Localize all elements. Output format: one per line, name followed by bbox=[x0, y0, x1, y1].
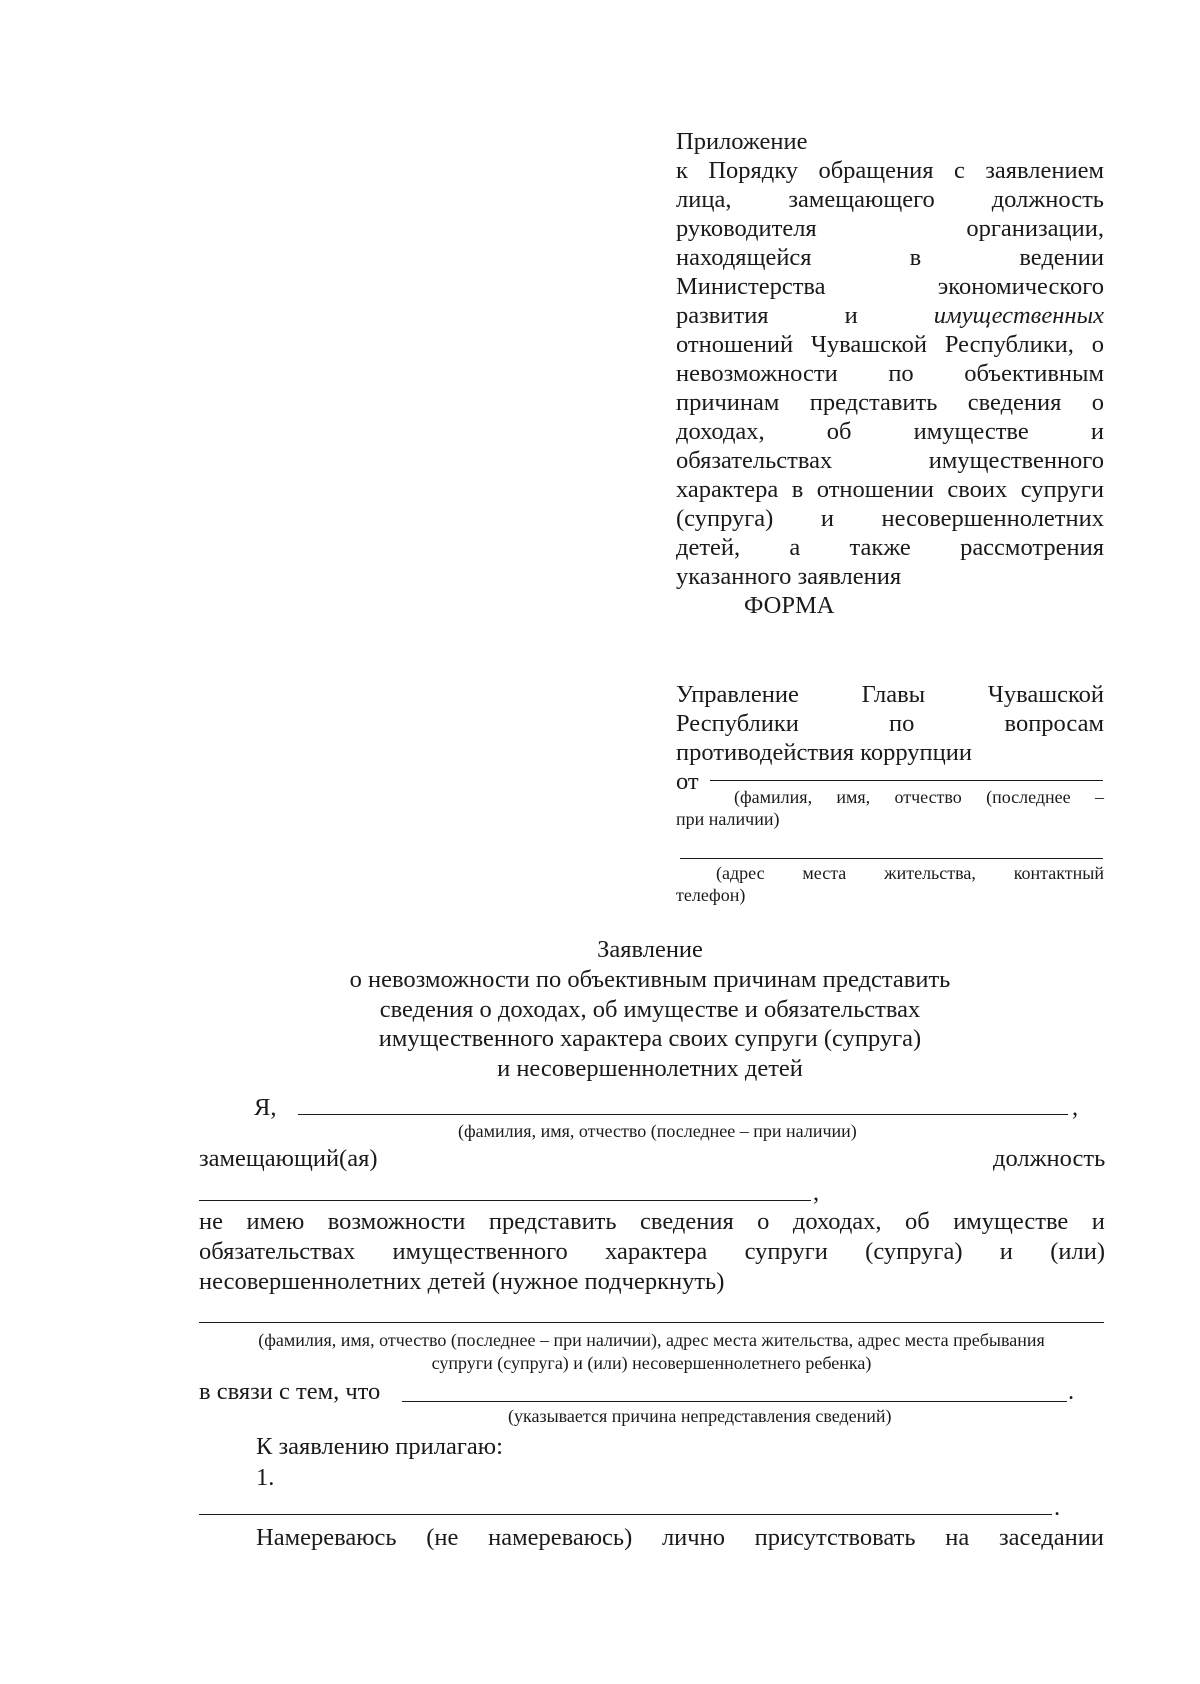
word: возможности bbox=[327, 1208, 466, 1235]
word: характера bbox=[605, 1238, 708, 1265]
word: развития bbox=[676, 302, 769, 329]
subtitle-line: о невозможности по объективным причинам представить bbox=[349, 966, 951, 993]
position-line bbox=[199, 1200, 811, 1201]
word: и bbox=[1090, 418, 1104, 445]
word: находящейся bbox=[676, 244, 812, 271]
word: представить bbox=[488, 1208, 617, 1235]
hint-reason: (указывается причина непредставления сведений) bbox=[508, 1406, 892, 1426]
word: к bbox=[676, 157, 688, 184]
i-label: Я, bbox=[254, 1094, 277, 1121]
word: (адрес bbox=[716, 863, 765, 883]
word: имею bbox=[246, 1208, 305, 1235]
text-line bbox=[676, 533, 1104, 562]
word: также bbox=[849, 534, 911, 561]
word: имуществе bbox=[953, 1208, 1069, 1235]
text-line bbox=[676, 504, 1104, 533]
word: жительства, bbox=[884, 863, 976, 883]
attach-line bbox=[199, 1514, 1052, 1515]
reason-label: в связи с тем, что bbox=[199, 1378, 381, 1405]
paragraph-last-line: несовершеннолетних детей (нужное подчеркнуть) bbox=[199, 1268, 725, 1295]
word: доходах, bbox=[792, 1208, 882, 1235]
position-comma: , bbox=[813, 1179, 820, 1206]
word: (последнее bbox=[986, 787, 1071, 807]
from-label: от bbox=[676, 768, 699, 795]
reason-period: . bbox=[1068, 1378, 1075, 1405]
word: Министерства bbox=[676, 273, 826, 300]
hint-name-line-2: при наличии) bbox=[676, 809, 780, 829]
subtitle-line: имущественного характера своих супруги (супруга) bbox=[378, 1025, 922, 1052]
paragraph-justified-lines bbox=[199, 1207, 1105, 1267]
hint-address-line-2: телефон) bbox=[676, 885, 746, 905]
text-line bbox=[676, 680, 1104, 709]
word: невозможности bbox=[676, 360, 838, 387]
word: супруги bbox=[744, 1238, 828, 1265]
word: детей, bbox=[676, 534, 741, 561]
attach-item-1: 1. bbox=[256, 1464, 275, 1491]
word: обязательствах bbox=[676, 447, 833, 474]
statement-paragraph bbox=[199, 1207, 1105, 1297]
word: заседании bbox=[998, 1524, 1104, 1551]
word: обращения bbox=[818, 157, 934, 184]
addressee-text bbox=[676, 680, 1104, 738]
hint-address-line-1 bbox=[676, 862, 1104, 884]
word: причинам bbox=[676, 389, 780, 416]
word: объективным bbox=[964, 360, 1104, 387]
word: замещающего bbox=[788, 186, 935, 213]
hint-name-line-1 bbox=[676, 786, 1104, 808]
word: с bbox=[953, 157, 965, 184]
word: обязательствах bbox=[199, 1238, 356, 1265]
word: сведения bbox=[640, 1208, 734, 1235]
statement-subtitle bbox=[200, 965, 1100, 1083]
word: в bbox=[909, 244, 922, 271]
word: сведения bbox=[967, 389, 1062, 416]
word: имущественных bbox=[933, 302, 1104, 329]
appendix-text bbox=[676, 156, 1104, 562]
attach-label: К заявлению прилагаю: bbox=[256, 1433, 503, 1460]
text-line bbox=[676, 709, 1104, 738]
word: (не bbox=[426, 1524, 459, 1551]
appendix-last-line: указанного заявления bbox=[676, 563, 902, 590]
word: экономического bbox=[937, 273, 1104, 300]
text-line bbox=[676, 156, 1104, 185]
address-line bbox=[680, 858, 1103, 859]
position-label: должность bbox=[993, 1145, 1106, 1172]
word: имуществе bbox=[913, 418, 1029, 445]
word: своих bbox=[947, 476, 1008, 503]
fio-comma: , bbox=[1072, 1094, 1079, 1121]
word: намереваюсь) bbox=[488, 1524, 633, 1551]
word: имущественного bbox=[392, 1238, 568, 1265]
hint-fio: (фамилия, имя, отчество (последнее – при наличии) bbox=[458, 1121, 857, 1141]
word: о bbox=[1091, 331, 1104, 358]
form-label: ФОРМА bbox=[744, 592, 835, 619]
text-line bbox=[676, 417, 1104, 446]
word: Намереваюсь bbox=[256, 1524, 397, 1551]
hint-spouse-line-1: (фамилия, имя, отчество (последнее – при наличии), адрес места жительства, адрес места пребывания bbox=[258, 1330, 1045, 1350]
word: по bbox=[888, 360, 914, 387]
text-line bbox=[676, 388, 1104, 417]
intent-line bbox=[256, 1523, 1104, 1553]
word: присутствовать bbox=[754, 1524, 916, 1551]
word: Управление bbox=[676, 681, 799, 708]
word: характера bbox=[676, 476, 779, 503]
text-line bbox=[676, 475, 1104, 504]
word: на bbox=[945, 1524, 970, 1551]
subtitle-line: сведения о доходах, об имуществе и обязательствах bbox=[379, 995, 921, 1023]
hint-spouse bbox=[199, 1329, 1104, 1375]
word: имущественного bbox=[928, 447, 1104, 474]
word: Чувашской bbox=[987, 681, 1104, 708]
holding-label: замещающий(ая) bbox=[199, 1145, 378, 1172]
word: должность bbox=[991, 186, 1104, 213]
word: в bbox=[791, 476, 804, 503]
word: отчество bbox=[894, 787, 962, 807]
word: рассмотрения bbox=[960, 534, 1104, 561]
word: и bbox=[820, 505, 834, 532]
word: отношений bbox=[676, 331, 794, 358]
word: лица, bbox=[676, 186, 732, 213]
appendix-title: Приложение bbox=[676, 128, 808, 155]
word: об bbox=[826, 418, 852, 445]
word: доходах, bbox=[676, 418, 765, 445]
fio-line bbox=[298, 1114, 1068, 1115]
subtitle-line: и несовершеннолетних детей bbox=[497, 1054, 803, 1082]
word: Порядку bbox=[708, 157, 799, 184]
text-line bbox=[676, 185, 1104, 214]
word: организации, bbox=[966, 215, 1104, 242]
word: а bbox=[789, 534, 801, 561]
word: по bbox=[889, 710, 915, 737]
word: несовершеннолетних bbox=[881, 505, 1104, 532]
word: Республики bbox=[676, 710, 799, 737]
word: о bbox=[1091, 389, 1104, 416]
word: (супруга) bbox=[676, 505, 774, 532]
addressee-block bbox=[676, 680, 1104, 796]
hint-spouse-line-2: супруги (супруга) и (или) несовершеннолетнего ребенка) bbox=[431, 1353, 872, 1373]
word: об bbox=[905, 1208, 930, 1235]
word: супруги bbox=[1020, 476, 1104, 503]
word: – bbox=[1094, 787, 1104, 807]
word: заявлением bbox=[985, 157, 1104, 184]
word: и bbox=[999, 1238, 1013, 1265]
addressee-last-line: противодействия коррупции bbox=[676, 739, 972, 766]
word: и bbox=[844, 302, 858, 329]
text-line bbox=[676, 214, 1104, 243]
word: Главы bbox=[861, 681, 926, 708]
word: (фамилия, bbox=[734, 787, 813, 807]
spouse-line bbox=[199, 1322, 1104, 1323]
word: Республики, bbox=[944, 331, 1074, 358]
from-name-line bbox=[710, 780, 1103, 781]
word: контактный bbox=[1013, 863, 1104, 883]
word: места bbox=[802, 863, 847, 883]
text-line bbox=[199, 1237, 1105, 1267]
word: Чувашской bbox=[810, 331, 927, 358]
text-line bbox=[676, 359, 1104, 388]
word: (или) bbox=[1050, 1238, 1105, 1265]
word: представить bbox=[809, 389, 938, 416]
hint-address bbox=[676, 862, 1104, 906]
word: имя, bbox=[836, 787, 871, 807]
appendix-block bbox=[676, 127, 1104, 620]
word: лично bbox=[661, 1524, 725, 1551]
word: ведении bbox=[1019, 244, 1104, 271]
word: вопросам bbox=[1004, 710, 1104, 737]
text-line bbox=[676, 301, 1104, 330]
text-line bbox=[676, 330, 1104, 359]
text-line bbox=[676, 243, 1104, 272]
word: (супруга) bbox=[865, 1238, 963, 1265]
text-line bbox=[676, 446, 1104, 475]
word: о bbox=[757, 1208, 770, 1235]
word: руководителя bbox=[676, 215, 817, 242]
text-line bbox=[199, 1207, 1105, 1237]
statement-title: Заявление bbox=[597, 936, 703, 963]
attach-period: . bbox=[1054, 1494, 1061, 1521]
text-line bbox=[676, 272, 1104, 301]
reason-line bbox=[402, 1401, 1067, 1402]
word: и bbox=[1091, 1208, 1105, 1235]
word: отношении bbox=[816, 476, 934, 503]
word: не bbox=[199, 1208, 223, 1235]
hint-name bbox=[676, 786, 1104, 830]
